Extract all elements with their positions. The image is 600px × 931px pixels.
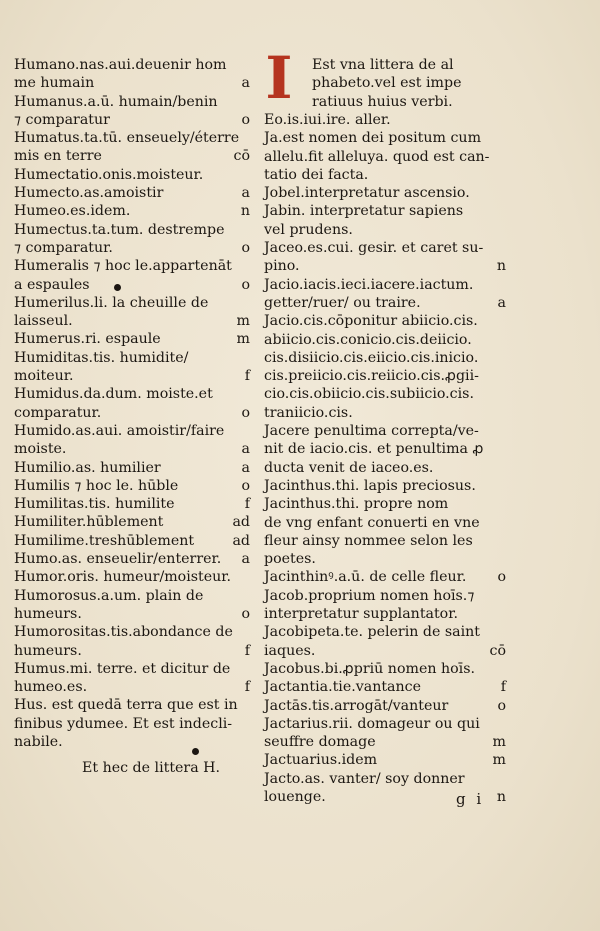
text-line [264,733,506,751]
text-line [14,349,250,367]
line-text: ⁊ comparatur [14,111,110,128]
text-line [14,459,250,477]
text-line [14,111,250,129]
line-text: a espaules [14,276,90,293]
text-line [14,74,250,92]
text-line [14,56,250,74]
text-line [14,294,250,312]
line-text: Jactantia.tie.vantance [264,679,421,696]
line-marker [502,93,506,111]
line-marker: o [241,111,250,128]
text-line [14,93,250,111]
line-marker [502,111,506,129]
ink-dot [192,748,199,755]
line-marker [246,56,250,74]
line-text: Humilime.treshūblement [14,532,195,549]
line-marker [502,459,506,477]
line-text: moiste. [14,441,67,458]
line-marker [246,93,250,111]
text-line [14,440,250,458]
text-line [14,696,250,714]
line-text: comparatur. [14,404,102,421]
line-text: tatio dei facta. [264,166,369,183]
line-text: getter/ruer/ ou traire. [264,294,421,311]
line-text: Jaceo.es.cui. gesir. et caret su- [264,240,484,257]
text-line [264,422,506,440]
text-line [14,495,250,513]
line-text: Jactuarius.idem [264,752,378,769]
line-marker: o [241,239,250,256]
text-line [14,129,250,147]
text-line [14,678,250,696]
line-text: Humiliter.hūblement [14,514,164,531]
line-marker: cō [233,148,250,165]
line-marker [246,129,250,147]
line-marker: m [492,752,506,769]
line-marker [502,74,506,92]
line-marker [246,587,250,605]
line-marker: o [497,697,506,714]
line-text: Humeo.es.idem. [14,203,131,220]
line-text: iaques. [264,642,316,659]
text-line [264,660,506,678]
text-line [264,477,506,495]
line-text: poetes. [264,551,316,568]
line-marker [502,166,506,184]
line-text: Humilitas.tis. humilite [14,496,175,513]
text-line [14,642,250,660]
line-marker: a [241,75,250,92]
text-line [264,642,506,660]
line-text: Humectatio.onis.moisteur. [14,166,204,183]
line-marker [502,367,506,385]
line-marker: n [240,203,250,220]
text-line [264,715,506,733]
line-text: moiteur. [14,368,74,385]
text-line [264,751,506,769]
line-marker [502,495,506,513]
line-text: Jacob.proprium nomen hoīs.⁊ [264,587,475,604]
line-text: pino. [264,258,300,275]
line-marker: o [497,569,506,586]
line-text: fleur ainsy nommee selon les [264,532,473,549]
line-text: cio.cis.obiicio.cis.subiicio.cis. [264,386,474,403]
text-line [264,202,506,220]
text-line [14,330,250,348]
line-text: cis.disiicio.cis.eiicio.cis.inicio. [264,349,479,366]
line-marker [246,385,250,403]
line-marker [502,587,506,605]
text-line [312,74,506,92]
text-line [14,715,250,733]
line-text: nabile. [14,733,63,750]
line-marker [246,568,250,586]
line-marker [246,166,250,184]
line-text: Eo.is.iui.ire. aller. [264,112,391,128]
text-line [312,56,506,74]
line-text: phabeto.vel est impe [312,75,462,92]
line-marker [502,532,506,550]
line-marker [502,770,506,788]
line-marker [246,623,250,641]
line-marker [502,385,506,403]
line-marker [502,660,506,678]
text-line [264,697,506,715]
line-text: Jacinthinꝰ.a.ū. de celle fleur. [264,569,467,586]
text-line [264,385,506,403]
line-text: Jacobus.bi.ꝓpriū nomen hoīs. [264,660,475,677]
line-text: Jacio.cis.cōponitur abiicio.cis. [264,313,478,330]
line-text: Humidus.da.dum. moiste.et [14,386,213,403]
text-line [312,93,506,111]
text-line [14,733,250,751]
left-footer: Et hec de littera H. [82,760,221,776]
text-line [14,568,250,586]
line-text: Jactarius.rii. domageur ou qui [264,715,480,732]
line-text: mis en terre [14,148,102,165]
line-text: Humanus.a.ū. humain/benin [14,93,218,110]
line-marker [502,514,506,532]
text-line [264,587,506,605]
line-marker [502,312,506,330]
line-text: abiicio.cis.conicio.cis.deiicio. [264,331,472,348]
line-marker [246,257,250,275]
line-text: humeo.es. [14,679,88,696]
line-marker: f [244,368,250,385]
left-column [14,56,250,751]
text-line [14,276,250,294]
line-marker: n [496,788,506,805]
line-text: interpretatur supplantator. [264,606,458,623]
line-text: Humilis ⁊ hoc le. hūble [14,477,179,494]
line-marker [246,422,250,440]
line-marker [246,696,250,714]
line-text: humeurs. [14,605,82,622]
text-line [264,404,506,422]
line-marker [502,239,506,257]
text-line [14,623,250,641]
line-marker [502,550,506,568]
line-text: Humeralis ⁊ hoc le.appartenāt [14,258,232,275]
line-marker: a [497,294,506,311]
line-text: Ja.est nomen dei positum cum [264,130,482,147]
text-line [264,129,506,147]
initial-lines [312,56,506,111]
line-marker [246,733,250,751]
line-marker [502,605,506,623]
line-text: de vng enfant conuerti en vne [264,514,480,531]
text-line [264,568,506,586]
text-line [14,532,250,550]
text-line [14,257,250,275]
signature-mark: g i [456,790,485,808]
line-marker: a [241,551,250,568]
text-line [264,623,506,641]
line-text: louenge. [264,788,326,805]
line-marker: ad [232,532,250,549]
line-marker [502,715,506,733]
line-text: Humecto.as.amoistir [14,185,164,202]
line-marker: a [241,185,250,202]
text-line [264,221,506,239]
line-marker: f [244,496,250,513]
line-marker [502,477,506,495]
line-marker: f [244,679,250,696]
line-marker [502,623,506,641]
text-line [264,532,506,550]
line-marker: o [241,477,250,494]
text-line [14,239,250,257]
text-line [14,422,250,440]
line-text: Humorositas.tis.abondance de [14,624,233,641]
line-marker [502,404,506,422]
line-text: ducta venit de iaceo.es. [264,459,434,476]
line-text: Hus. est quedā terra que est in [14,697,238,714]
text-line [14,202,250,220]
text-line [264,495,506,513]
line-text: vel prudens. [264,221,353,238]
text-line [14,166,250,184]
text-line [264,514,506,532]
text-line [14,587,250,605]
text-line [264,770,506,788]
line-marker [502,422,506,440]
text-line [264,276,506,294]
line-text: Jacto.as. vanter/ soy donner [264,770,465,787]
line-marker: m [492,734,506,751]
line-text: laisseul. [14,313,73,330]
line-marker: ad [232,514,250,531]
line-text: Jacinthus.thi. lapis preciosus. [264,477,476,494]
line-text: Jabin. interpretatur sapiens [264,203,464,220]
text-line [264,294,506,312]
line-text: allelu.fit alleluya. quod est can- [264,148,490,165]
line-text: Jacere penultima correpta/ve- [264,423,479,440]
line-text: Humerus.ri. espaule [14,331,161,348]
line-marker [502,221,506,239]
line-text: nit de iacio.cis. et penultima ꝓ [264,441,484,458]
line-text: Est vna littera de al [312,57,454,73]
text-line [14,184,250,202]
line-marker [502,129,506,147]
line-text: Jacinthus.thi. propre nom [264,496,449,513]
line-marker: o [241,276,250,293]
text-line [264,184,506,202]
line-marker: o [241,605,250,622]
line-text: Humor.oris. humeur/moisteur. [14,569,232,586]
line-text: Humo.as. enseuelir/enterrer. [14,551,222,568]
line-text: seuffre domage [264,734,376,751]
line-marker: a [241,459,250,476]
line-marker [502,148,506,166]
line-marker: o [241,404,250,421]
line-text: Jacobipeta.te. pelerin de saint [264,624,480,641]
line-marker [246,221,250,239]
text-line [264,257,506,275]
initial-letter-i: I [265,44,293,112]
line-marker [246,715,250,733]
text-line [264,605,506,623]
text-line [264,312,506,330]
text-line [14,221,250,239]
line-text: ratiuus huius verbi. [312,93,453,110]
line-marker [502,184,506,202]
text-line [264,166,506,184]
text-line [264,440,506,458]
line-marker: f [500,679,506,696]
line-text: ⁊ comparatur. [14,239,113,256]
line-marker: n [496,258,506,275]
text-line [264,331,506,349]
line-text: Humilio.as. humilier [14,459,161,476]
line-marker [502,349,506,367]
text-line [14,404,250,422]
line-marker [502,276,506,294]
text-line [264,459,506,477]
line-text: Humido.as.aui. amoistir/faire [14,422,225,439]
line-marker: m [236,331,250,348]
text-line [14,477,250,495]
line-marker [502,56,506,74]
text-line [264,367,506,385]
line-text: Humorosus.a.um. plain de [14,587,204,604]
line-text: Humerilus.li. la cheuille de [14,294,209,311]
text-line [264,148,506,166]
line-text: finibus ydumee. Et est indecli- [14,715,233,732]
line-marker [246,660,250,678]
line-marker [502,202,506,220]
text-line [14,660,250,678]
line-text: Humano.nas.aui.deuenir hom [14,57,227,73]
line-text: humeurs. [14,642,82,659]
text-line [264,349,506,367]
line-text: Humus.mi. terre. et dicitur de [14,660,231,677]
ink-dot [114,284,121,291]
line-marker [246,349,250,367]
line-marker: cō [489,642,506,659]
text-line [264,111,506,129]
line-marker [502,440,506,458]
line-text: Jactās.tis.arrogāt/vanteur [264,697,449,714]
text-line [264,239,506,257]
line-text: traniicio.cis. [264,404,353,421]
text-line [14,605,250,623]
text-line [14,312,250,330]
line-text: me humain [14,75,95,92]
line-text: Humatus.ta.tū. enseuely/éterre [14,130,240,147]
line-marker [246,294,250,312]
text-line [264,678,506,696]
right-column [264,111,506,806]
line-text: Humectus.ta.tum. destrempe [14,221,225,238]
line-marker: m [236,313,250,330]
line-text: Jacio.iacis.ieci.iacere.iactum. [264,276,474,293]
text-line [14,367,250,385]
text-line [14,513,250,531]
text-line [14,385,250,403]
line-text: Humiditas.tis. humidite/ [14,349,189,366]
text-line [14,550,250,568]
line-marker: f [244,642,250,659]
text-line [264,550,506,568]
line-marker: a [241,441,250,458]
line-marker [502,331,506,349]
text-line [14,147,250,165]
line-text: Jobel.interpretatur ascensio. [264,185,470,202]
line-text: cis.preiicio.cis.reiicio.cis.ꝓgii- [264,368,479,385]
